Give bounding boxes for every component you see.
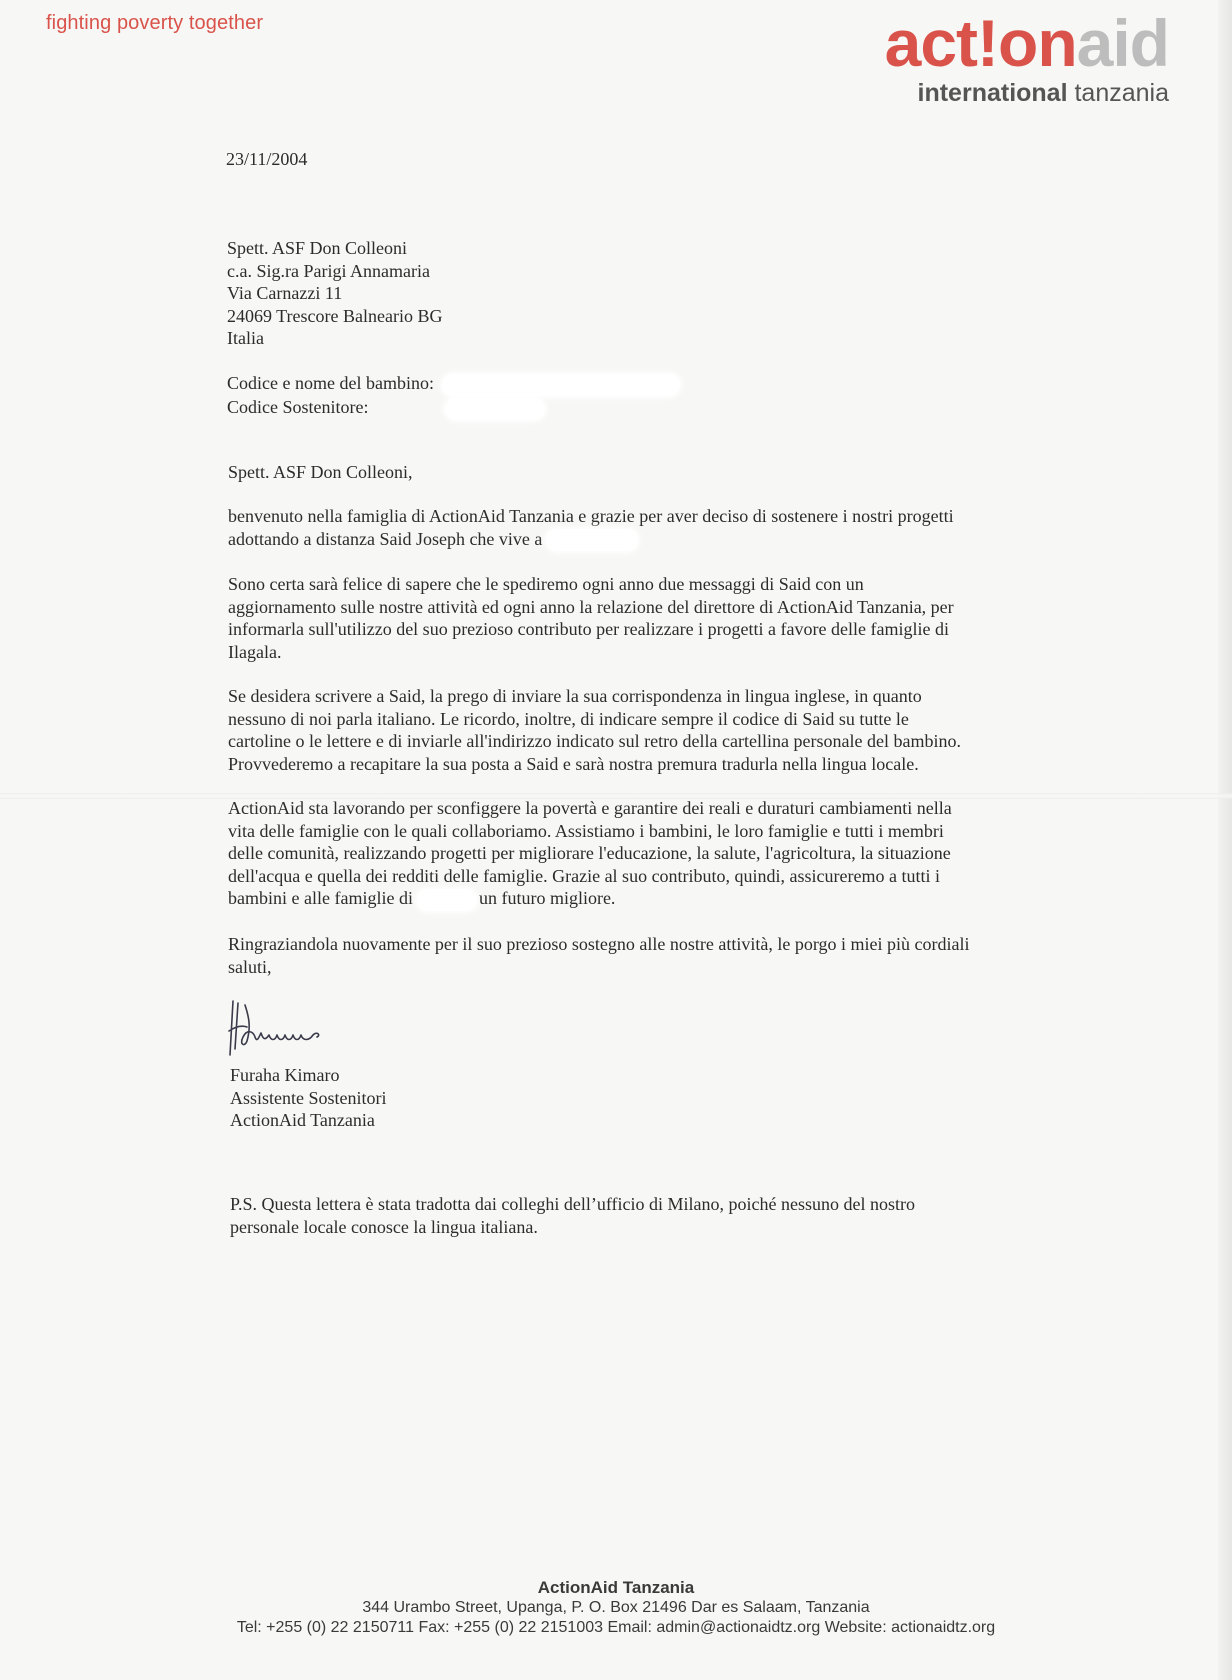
- paragraph-correspondence: [228, 685, 1068, 775]
- paragraph-mission: [228, 797, 1068, 911]
- logo-part-on: on: [998, 6, 1077, 80]
- body-line: Ilagala.: [228, 641, 282, 662]
- body-line: nessuno di noi parla italiano. Le ricordo, inoltre, di indicare sempre il codice di Said su tutte le: [228, 708, 909, 729]
- tagline: fighting poverty together: [46, 12, 264, 34]
- salutation: Spett. ASF Don Colleoni,: [228, 462, 413, 482]
- body-line-with-redaction: [228, 528, 1068, 552]
- body-line: Ringraziandola nuovamente per il suo prezioso sostegno alle nostre attività, le porgo i miei più cordiali: [228, 934, 970, 955]
- body-line: cartoline o le lettere e di inviarle all'indirizzo indicato sul retro della cartellina personale del bambino.: [228, 731, 961, 752]
- body-line: Sono certa sarà felice di sapere che le spediremo ogni anno due messaggi di Said con un: [228, 574, 864, 595]
- logo-sub-international: international: [917, 79, 1068, 107]
- codes-block: [227, 372, 680, 420]
- sponsor-code-row: [227, 396, 680, 420]
- footer-contacts: Tel: +255 (0) 22 2150711 Fax: +255 (0) 22 2151003 Email: admin@actionaidtz.org Website: actionaidtz.org: [236, 1619, 996, 1636]
- body-line: informarla sull'utilizzo del suo prezioso contributo per realizzare i progetti a favore delle famiglie di: [228, 619, 949, 640]
- body-line-text: un futuro migliore.: [478, 888, 616, 909]
- logo-sub-tanzania: tanzania: [1067, 79, 1169, 107]
- address-line: Italia: [227, 328, 264, 348]
- sender-org: ActionAid Tanzania: [230, 1110, 375, 1130]
- body-line: dell'acqua e quella dei redditi delle famiglie. Grazie al suo contributo, quindi, assicureremo a tutti i: [228, 865, 941, 886]
- address-line: Via Carnazzi 11: [227, 283, 343, 303]
- letterhead-footer: [0, 1578, 1232, 1638]
- logo-part-act: act: [884, 6, 978, 80]
- paragraph-closing: [228, 933, 1068, 978]
- footer-org-name: ActionAid Tanzania: [537, 1578, 695, 1597]
- body-line: Se desidera scrivere a Said, la prego di inviare la sua corrispondenza in lingua inglese, in quanto: [228, 686, 922, 707]
- body-line-text: adottando a distanza Said Joseph che vive a: [228, 528, 543, 549]
- postscript-line: P.S. Questa lettera è stata tradotta dai colleghi dell’ufficio di Milano, poiché nessuno del nostro: [230, 1194, 916, 1214]
- page-edge-shadow: [1218, 0, 1232, 1680]
- redacted-sponsor-code: [445, 398, 545, 420]
- body-line: saluti,: [228, 956, 272, 977]
- logo-subtitle: [885, 80, 1169, 106]
- body-line-text: bambini e alle famiglie di: [228, 888, 413, 909]
- body-line: vita delle famiglie con le quali collaboriamo. Assistiamo i bambini, le loro famiglie e tutti i membri: [228, 820, 944, 841]
- footer-address: 344 Urambo Street, Upanga, P. O. Box 21496 Dar es Salaam, Tanzania: [362, 1599, 870, 1616]
- address-line: 24069 Trescore Balneario BG: [227, 305, 443, 326]
- body-line-with-redaction: [228, 887, 1068, 911]
- logo-wordmark: [885, 8, 1169, 78]
- postscript-line: personale locale conosce la lingua italiana.: [230, 1216, 538, 1237]
- sender-block: [230, 1064, 387, 1132]
- child-code-row: [227, 372, 680, 396]
- paragraph-messages: [228, 573, 1068, 663]
- body-line: benvenuto nella famiglia di ActionAid Tanzania e grazie per aver deciso di sostenere i nostri progetti: [228, 506, 954, 526]
- logo-part-aid: aid: [1076, 6, 1169, 80]
- sender-title: Assistente Sostenitori: [230, 1087, 387, 1108]
- address-line: c.a. Sig.ra Parigi Annamaria: [227, 260, 430, 281]
- redacted-child-code: [442, 374, 680, 396]
- letter-date: 23/11/2004: [226, 149, 308, 169]
- body-line: aggiornamento sulle nostre attività ed ogni anno la relazione del direttore di ActionAid Tanzania, per: [228, 596, 954, 617]
- sponsor-code-label: Codice Sostenitore:: [227, 396, 369, 417]
- body-line: Provvederemo a recapitare la sua posta a Said e sarà nostra premura tradurla nella lingua locale.: [228, 753, 919, 774]
- sender-name: Furaha Kimaro: [230, 1065, 340, 1085]
- handwritten-signature: [225, 997, 355, 1064]
- redacted-location: [417, 889, 477, 911]
- postscript: [230, 1193, 915, 1238]
- body-line: ActionAid sta lavorando per sconfiggere la povertà e garantire dei reali e duraturi cambiamenti nella: [228, 798, 952, 819]
- paragraph-welcome: [228, 505, 1068, 551]
- signature-scribble: [225, 997, 355, 1059]
- recipient-address: [227, 237, 442, 350]
- letter-body: [228, 505, 1068, 1000]
- actionaid-logo: [885, 8, 1169, 106]
- address-line: Spett. ASF Don Colleoni: [227, 238, 408, 258]
- logo-part-exclaim: !: [977, 6, 998, 80]
- body-line: delle comunità, realizzando progetti per migliorare l'educazione, la salute, l'agricoltura, la situazione: [228, 843, 951, 864]
- redacted-village: [546, 529, 638, 551]
- child-code-label: Codice e nome del bambino:: [227, 373, 434, 393]
